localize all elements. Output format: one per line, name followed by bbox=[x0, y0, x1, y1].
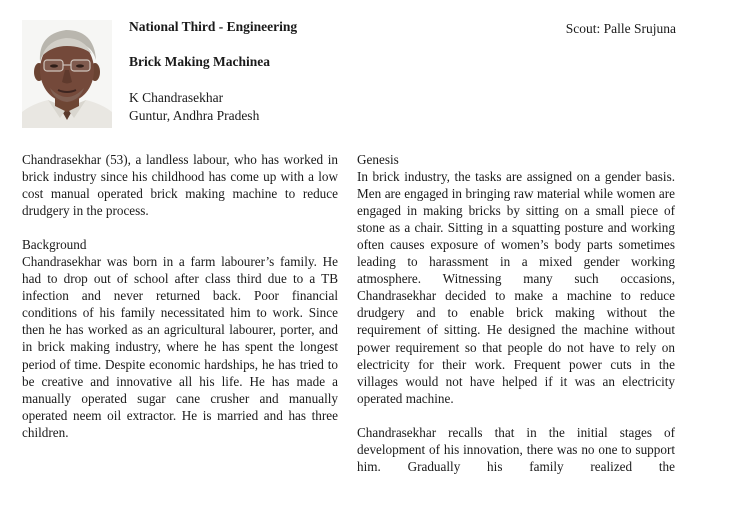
genesis-heading: Genesis bbox=[357, 152, 399, 167]
left-column bbox=[22, 151, 338, 441]
innovation-title: Brick Making Machinea bbox=[129, 54, 270, 69]
genesis-paragraph: In brick industry, the tasks are assigned on a gender basis. Men are engaged in bringing raw material while women are engaged in making bricks by sitting on a small piece of stone as a chair. Sitting in a squatting posture and working often causes exposure of women’s body parts sometimes leading to harassment in a mixed gender working atmosphere. Witnessing many such occasions, Chandrasekhar decided to make a machine to reduce drudgery and to enable brick making without the requirement of sitting. He designed the machine without power requirement so that people do not have to rely on electricity for their work. Frequent power cuts in the villages would not have helped if it was an electricity operated machine. bbox=[357, 169, 675, 406]
innovator-info bbox=[129, 89, 429, 125]
innovator-location: Guntur, Andhra Pradesh bbox=[129, 108, 260, 123]
profile-header bbox=[129, 19, 429, 125]
scout-credit: Scout: Palle Srujuna bbox=[565, 21, 676, 36]
intro-paragraph: Chandrasekhar (53), a landless labour, who has worked in brick industry since his childhood has come up with a low cost manual operated brick making machine to reduce drudgery in the process. bbox=[22, 152, 338, 219]
background-heading: Background bbox=[22, 237, 87, 253]
recall-paragraph: Chandrasekhar recalls that in the initial stages of development of his innovation, there was no one to support him. Gradually his family realized the bbox=[357, 424, 675, 474]
right-column bbox=[357, 151, 675, 475]
genesis-section bbox=[357, 151, 675, 407]
innovator-name: K Chandrasekhar bbox=[129, 90, 224, 105]
background-section bbox=[22, 236, 338, 441]
innovator-portrait bbox=[22, 20, 112, 128]
portrait-photo-icon bbox=[22, 20, 112, 128]
background-paragraph: Chandrasekhar was born in a farm labourer’s family. He had to drop out of school after class third due to a TB infection and never returned back. Poor financial conditions of his family necessitated him to work. Since then he has worked as an agricultural labourer, porter, and in brick making industry, where he has spent the longest period of time. Despite economic hardships, he has tried to be creative and innovative all his life. He has made a manually operated sugar cane crusher and manually operated neem oil extractor. He is married and has three children. bbox=[22, 254, 338, 440]
award-title: National Third - Engineering bbox=[129, 19, 298, 34]
